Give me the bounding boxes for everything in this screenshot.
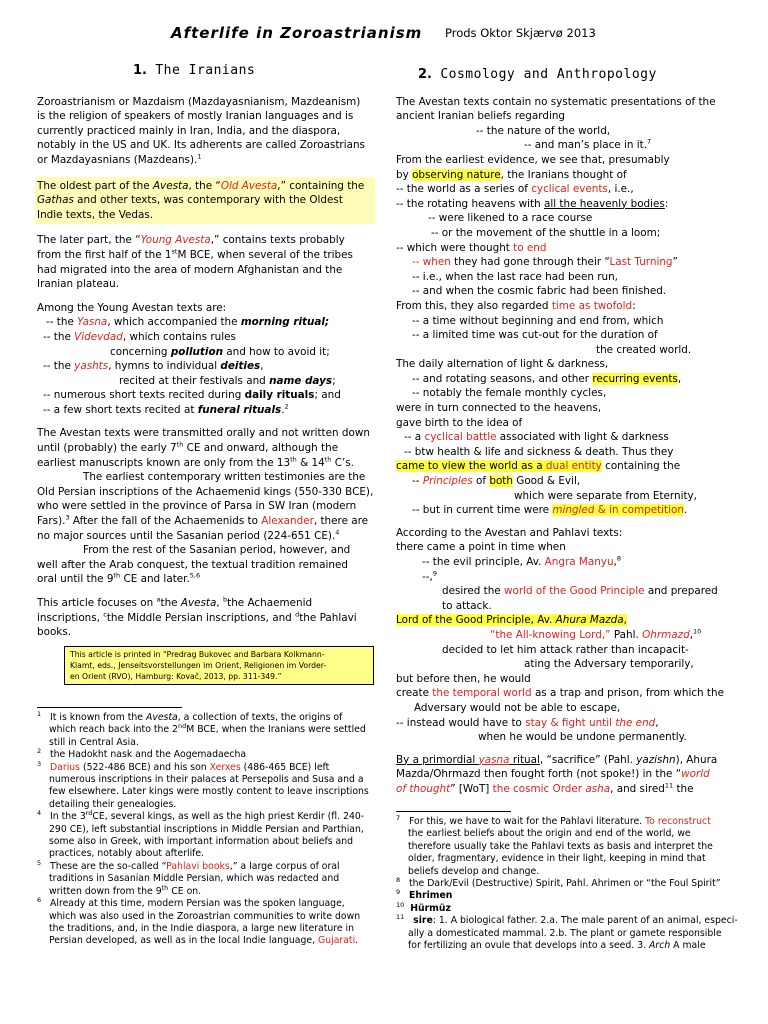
transmission-paragraph: The Avestan texts were transmitted orally and not written down until (probably) the early 7th CE and onward, although the earliest manuscripts known are only from the 13th & 14th C’s. The earliest contemporary written testimonies are the Old Persian inscriptions of the Achaemenid kings (550-330 BCE), who were settled in the province of Parsa in SW Iran (modern Fars).$^3$ After the fall of the Achaemenids to Alexander, there are no major sources until the Sasanian period (224-651 CE).$^4$ From the rest of the Sasanian period, however, and well after the Arab conquest, the textual tradition remained oral until the 9th CE and later.$^{5,6}$ <box>37 427 374 586</box>
footnote-rule-right <box>396 811 511 812</box>
section-1-heading: 1. The Iranians <box>133 63 256 78</box>
footnote-11: $^{11}$ sire: 1. A biological father. 2.a. The male parent of an animal, especi- <box>396 913 738 927</box>
primordial-ritual-paragraph: By a primordial yasna ritual, “sacrifice” (Pahl. yazishn), Ahura Mazda/Ohrmazd then fought forth (not spoke!) in the “world of thought” [WoT] the cosmic Order asha, and sired$^{11}$ the <box>396 753 718 795</box>
footnote-10: $^{10}$ Hürmüz <box>396 900 451 914</box>
footnotes-left: $^1$ It is known from the Avesta, a collection of texts, the origins of which reach back into the 2ndM BCE, when the Iranians were settled still in Central Asia. $^2$ the Hadokht nask and the Aogemadaecha $^3$ Darius (522-486 BCE) and his son Xerxes (486-465 BCE) left numerous inscriptions in their palaces at Persepolis and Susa and a few elsewhere. Later kings were mostly content to leave inscriptions detailing their genealogies. $^4$ In the 3rdCE, several kings, as well as the high priest Kerdir (fl. 240- 290 CE), left substantial inscriptions in Middle Persian and Parthian, some also in Greek, with important information about beliefs and practices, notably about afterlife. $^5$ These are the so-called “Pahlavi books,” a large corpus of oral traditions in Sasanian Middle Persian, which was redacted and written down from the 9th CE on. $^6$ Already at this time, modern Persian was the spoken language, which was also used in the Zoroastrian communities to write down the traditions, and, in the Indie diaspora, a large new literature in Persian developed, as well as in the local Indie language, Gujarati. <box>37 709 369 947</box>
publication-note-box: This article is printed in “Predrag Bukovec and Barbara Kolkmann- Klamt, eds., Jenseitsvorstellungen im Orient, Religionen im Vorder- en Orient (RVO), Hamburg: Kovač, 2013, pp. 311-349.” <box>64 646 374 685</box>
footnote-rule-left <box>37 707 182 708</box>
article-focus-paragraph: This article focuses on $^a$the Avesta, $^b$the Achaemenid inscriptions, $^c$the Middle Persian inscriptions, and $^d$the Pahlavi books. <box>37 595 357 639</box>
intro-paragraph: Zoroastrianism or Mazdaism (Mazdayasnianism, Mazdeanism) is the religion of speakers of mostly Iranian languages and is currently practiced mainly in Iran, India, and the diaspora, notably in the US and UK. Its adherents are called Zoroastrians or Mazdayasnians (Mazdeans).$^1$ <box>37 95 365 166</box>
section-1-title: The Iranians <box>155 63 256 78</box>
footnote-4: $^4$ In the 3rdCE, several kings, as well as the high priest Kerdir (fl. 240- <box>37 809 365 823</box>
footnote-6: $^6$ Already at this time, modern Persian was the spoken language, <box>37 896 345 910</box>
young-avestan-texts-list: Among the Young Avestan texts are: -- the Yasna, which accompanied the morning ritual; -- the Videvdad, which contains rules concerning pollution and how to avoid it; -- the yashts, hymns to individual deities, recited at their festivals and name days; -- numerous short texts recited during daily rituals; and -- a few short texts recited at funeral rituals.$^2$ <box>37 301 341 416</box>
footnote-1: $^1$ It is known from the Avesta, a collection of texts, the origins of <box>37 709 343 723</box>
old-avesta-paragraph: The oldest part of the Avesta, the “Old Avesta,” containing the Gathas and other texts, was contemporary with the Oldest Indie texts, the Vedas. <box>35 177 375 225</box>
footnote-5: $^5$ These are the so-called “Pahlavi books,” a large corpus of oral <box>37 858 340 872</box>
right-column <box>396 67 732 797</box>
footnote-3: $^3$ Darius (522-486 BCE) and his son Xerxes (486-465 BCE) left <box>37 759 330 773</box>
document-title: Afterlife in Zoroastrianism <box>171 24 423 42</box>
cosmology-text-block-2: According to the Avestan and Pahlavi texts: there came a point in time when -- the evil principle, Av. Angra Manyu,$^8$ --,$^9$ desired the world of the Good Principle and prepared to attack. Lord of the Good Principle, Av. Ahura Mazda, “the All-knowing Lord,” Pahl. Ohrmazd,$^{10}$ decided to let him attack rather than incapacit- ating the Adversary temporarily, but before then, he would create the temporal world as a trap and prison, from which the Adversary would not be able to escape, -- instead would have to stay & fight until the end, when he would be undone permanently. <box>396 526 724 744</box>
title-bar <box>0 24 768 46</box>
footnote-2: $^2$ the Hadokht nask and the Aogemadaecha <box>37 747 247 761</box>
footnote-8: $^8$ the Dark/Evil (Destructive) Spirit, Pahl. Ahrimen or “the Foul Spirit” <box>396 875 721 890</box>
footnotes-right: $^7$ For this, we have to wait for the Pahlavi literature. To reconstruct the earliest beliefs about the origin and end of the world, we therefore usually take the Pahlavi texts as basis and interpret the older, fragmentary, evidence in their light, keeping in mind that beliefs develop and change. $^8$ the Dark/Evil (Destructive) Spirit, Pahl. Ahrimen or “the Foul Spirit” $^9$ Ehrimen $^{10}$ Hürmüz $^{11}$ sire: 1. A biological father. 2.a. The male parent of an animal, especi- ally a domesticated mammal. 2.b. The plant or gamete responsible for fertilizing an ovule that develops into a seed. 3. Arch A male <box>396 813 738 952</box>
footnote-9: $^9$ Ehrimen <box>396 888 453 902</box>
author-line: Prods Oktor Skjærvø 2013 <box>445 26 596 40</box>
section-2-title: Cosmology and Anthropology <box>440 67 657 82</box>
left-column <box>37 64 375 640</box>
footnote-7: $^7$ For this, we have to wait for the Pahlavi literature. To reconstruct <box>396 813 711 827</box>
cosmology-text-block-1: The Avestan texts contain no systematic presentations of the ancient Iranian beliefs regarding -- the nature of the world, -- and man’s place in it.$^7$ From the earliest evidence, we see that, presumably by observing nature, the Iranians thought of -- the world as a series of cyclical events, i.e., -- the rotating heavens with all the heavenly bodies: -- were likened to a race course -- or the movement of the shuttle in a loom; -- which were thought to end -- when they had gone through their “Last Turning” -- i.e., when the last race had been run, -- and when the cosmic fabric had been finished. From this, they also regarded time as twofold: -- a time without beginning and end from, which -- a limited time was cut-out for the duration of the created world. The daily alternation of light & darkness, -- and rotating seasons, and other recurring events, -- notably the female monthly cycles, were in turn connected to the heavens, gave birth to the idea of -- a cyclical battle associated with light & darkness -- btw health & life and sickness & death. Thus they came to view the world as a dual entity containing the -- Principles of both Good & Evil, which were separate from Eternity, -- but in current time were mingled & in competition. <box>396 95 716 517</box>
section-2-heading: 2. Cosmology and Anthropology <box>418 67 657 82</box>
young-avesta-paragraph: The later part, the “Young Avesta,” contains texts probably from the first half of the 1stM BCE, when several of the tribes had migrated into the area of modern Afghanistan and the Iranian plateau. <box>37 234 353 291</box>
